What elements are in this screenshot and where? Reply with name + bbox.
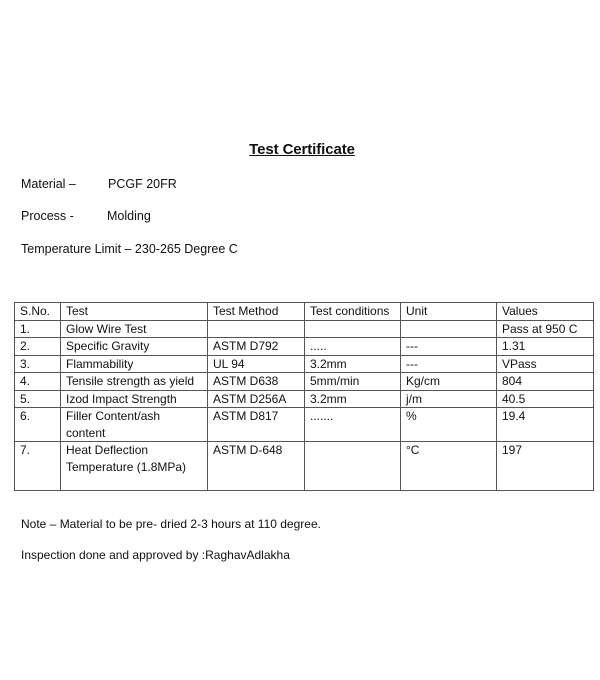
cell-unit: --- bbox=[401, 338, 497, 356]
cell-unit: °C bbox=[401, 442, 497, 491]
cell-value: 804 bbox=[497, 373, 594, 391]
table-row bbox=[15, 373, 594, 391]
cell-sno: 3. bbox=[15, 355, 61, 373]
cell-unit: j/m bbox=[401, 390, 497, 408]
cell-value: 197 bbox=[497, 442, 594, 491]
process-label: Process - bbox=[21, 209, 74, 223]
header-test-method: Test Method bbox=[208, 303, 305, 321]
cell-test: Tensile strength as yield bbox=[61, 373, 208, 391]
cell-sno: 2. bbox=[15, 338, 61, 356]
process-value: Molding bbox=[107, 209, 151, 223]
cell-unit: Kg/cm bbox=[401, 373, 497, 391]
cell-test: Filler Content/ash content bbox=[61, 408, 208, 442]
temperature-limit: Temperature Limit – 230-265 Degree C bbox=[21, 242, 238, 256]
cell-sno: 4. bbox=[15, 373, 61, 391]
table-row bbox=[15, 408, 594, 442]
cell-test: Izod Impact Strength bbox=[61, 390, 208, 408]
cell-sno: 7. bbox=[15, 442, 61, 491]
cell-unit bbox=[401, 320, 497, 338]
cell-conditions bbox=[305, 442, 401, 491]
cell-method: ASTM D792 bbox=[208, 338, 305, 356]
table-row bbox=[15, 442, 594, 491]
cell-conditions: 3.2mm bbox=[305, 355, 401, 373]
material-field bbox=[21, 177, 177, 191]
table-header-row bbox=[15, 303, 594, 321]
cell-method: ASTM D638 bbox=[208, 373, 305, 391]
cell-method bbox=[208, 320, 305, 338]
cell-test: Specific Gravity bbox=[61, 338, 208, 356]
cell-sno: 1. bbox=[15, 320, 61, 338]
process-field bbox=[21, 209, 151, 223]
cell-conditions: ....... bbox=[305, 408, 401, 442]
approval-note: Inspection done and approved by :RaghavAdlakha bbox=[21, 548, 290, 562]
header-sno: S.No. bbox=[15, 303, 61, 321]
material-label: Material – bbox=[21, 177, 76, 191]
header-unit: Unit bbox=[401, 303, 497, 321]
cell-test: Flammability bbox=[61, 355, 208, 373]
test-results-table bbox=[14, 302, 594, 491]
header-values: Values bbox=[497, 303, 594, 321]
header-test: Test bbox=[61, 303, 208, 321]
cell-method: ASTM D817 bbox=[208, 408, 305, 442]
table-row bbox=[15, 320, 594, 338]
cell-value: VPass bbox=[497, 355, 594, 373]
cell-unit: --- bbox=[401, 355, 497, 373]
header-test-conditions: Test conditions bbox=[305, 303, 401, 321]
cell-unit: % bbox=[401, 408, 497, 442]
material-value: PCGF 20FR bbox=[108, 177, 177, 191]
cell-method: UL 94 bbox=[208, 355, 305, 373]
cell-sno: 6. bbox=[15, 408, 61, 442]
cell-conditions: 3.2mm bbox=[305, 390, 401, 408]
cell-conditions: 5mm/min bbox=[305, 373, 401, 391]
cell-conditions: ..... bbox=[305, 338, 401, 356]
cell-test: Heat Deflection Temperature (1.8MPa) bbox=[61, 442, 208, 491]
cell-value: 40.5 bbox=[497, 390, 594, 408]
cell-sno: 5. bbox=[15, 390, 61, 408]
cell-value: 1.31 bbox=[497, 338, 594, 356]
cell-value: 19.4 bbox=[497, 408, 594, 442]
drying-note: Note – Material to be pre- dried 2-3 hours at 110 degree. bbox=[21, 517, 321, 531]
cell-conditions bbox=[305, 320, 401, 338]
table-row bbox=[15, 338, 594, 356]
cell-value: Pass at 950 C bbox=[497, 320, 594, 338]
certificate-title: Test Certificate bbox=[249, 141, 355, 158]
table-row bbox=[15, 355, 594, 373]
cell-method: ASTM D256A bbox=[208, 390, 305, 408]
table-row bbox=[15, 390, 594, 408]
cell-method: ASTM D-648 bbox=[208, 442, 305, 491]
cell-test: Glow Wire Test bbox=[61, 320, 208, 338]
